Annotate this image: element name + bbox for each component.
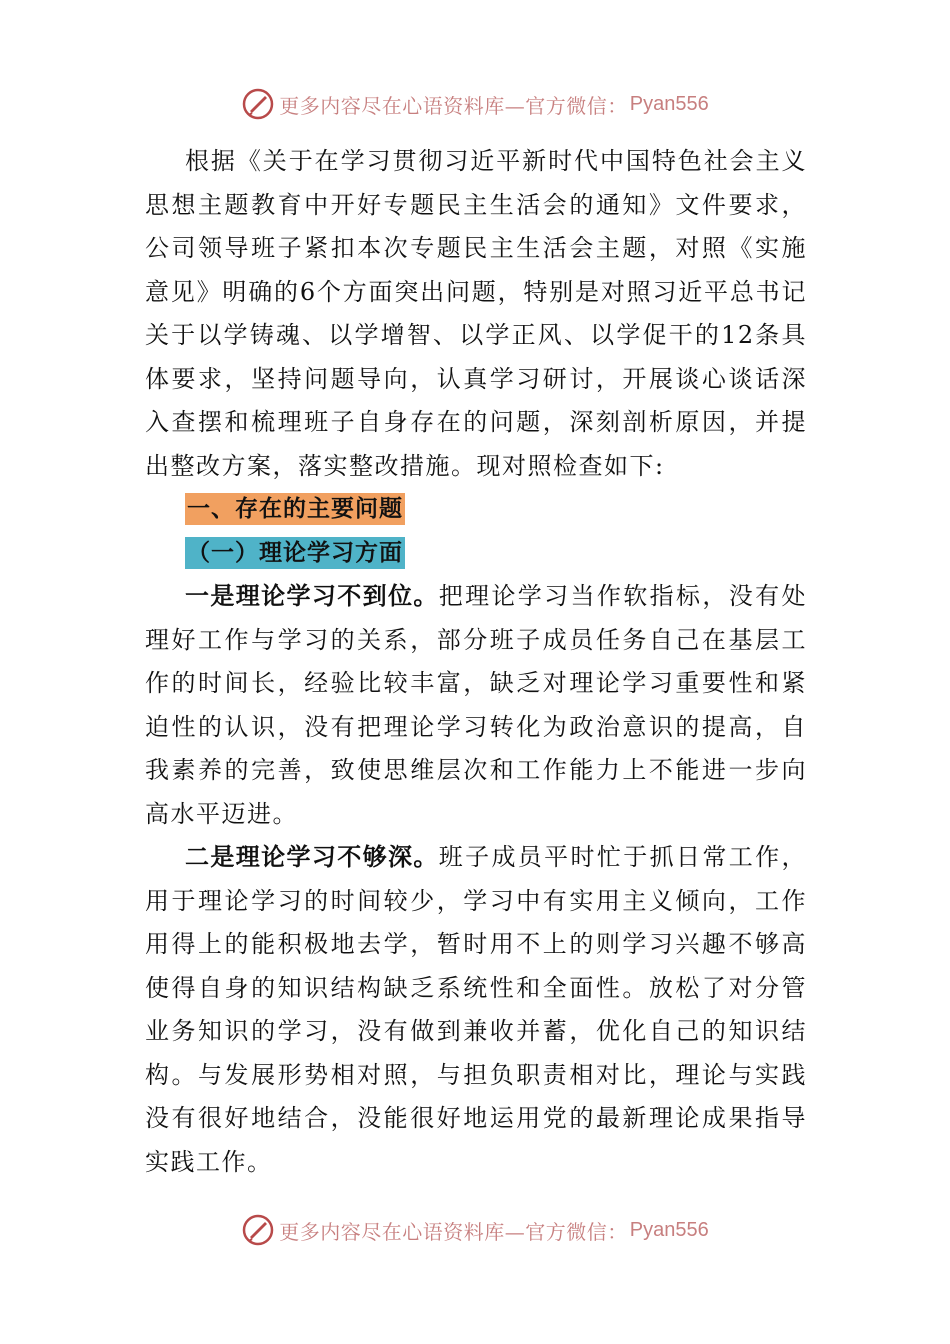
intro-paragraph: 根据《关于在学习贯彻习近平新时代中国特色社会主义思想主题教育中开好专题民主生活会的通知》文件要求，公司领导班子紧扣本次专题民主生活会主题，对照《实施意见》明确的6个方面突出问题，特别是对照习近平总书记关于以学铸魂、以学增智、以学正风、以学促干的12条具体要求，坚持问题导向，认真学习研讨，开展谈心谈话深入查摆和梳理班子自身存在的问题，深刻剖析原因，并提出整改方案，落实整改措施。现对照检查如下: bbox=[145, 147, 807, 480]
paragraph-2-text: 班子成员平时忙于抓日常工作，用于理论学习的时间较少，学习中有实用主义倾向，工作用得上的能积极地去学，暂时用不上的则学习兴趣不够高使得自身的知识结构缺乏系统性和全面性。放松了对分管业务知识的学习，没有做到兼收并蓄，优化自己的知识结构。与发展形势相对照，与担负职责相对比，理论与实践没有很好地结合，没能很好地运用党的最新理论成果指导实践工作。 bbox=[145, 843, 808, 1176]
paragraph-2-lead: 二是理论学习不够深。 bbox=[185, 843, 439, 871]
quill-logo-icon bbox=[241, 87, 275, 121]
paragraph-2 bbox=[145, 836, 807, 1184]
section-heading bbox=[145, 488, 807, 532]
paragraph-1-text: 把理论学习当作软指标，没有处理好工作与学习的关系，部分班子成员任务自己在基层工作的时间长，经验比较丰富，缺乏对理论学习重要性和紧迫性的认识，没有把理论学习转化为政治意识的提高，自我素养的完善，致使思维层次和工作能力上不能进一步向高水平迈进。 bbox=[145, 582, 808, 828]
watermark-id: Pyan556 bbox=[629, 1218, 709, 1241]
subsection-heading bbox=[145, 532, 807, 576]
watermark-footer bbox=[0, 1210, 950, 1250]
watermark-text: 更多内容尽在心语资料库—官方微信： bbox=[279, 93, 628, 118]
watermark-id: Pyan556 bbox=[629, 92, 709, 115]
watermark-header bbox=[0, 84, 950, 124]
quill-logo-icon bbox=[241, 1213, 275, 1247]
paragraph-1 bbox=[145, 575, 807, 836]
watermark-text: 更多内容尽在心语资料库—官方微信： bbox=[279, 1219, 628, 1244]
section-heading-text: 一、存在的主要问题 bbox=[185, 493, 405, 525]
document-body bbox=[145, 140, 807, 1184]
subsection-heading-text: （一）理论学习方面 bbox=[185, 537, 405, 569]
paragraph-1-lead: 一是理论学习不到位。 bbox=[185, 582, 439, 610]
